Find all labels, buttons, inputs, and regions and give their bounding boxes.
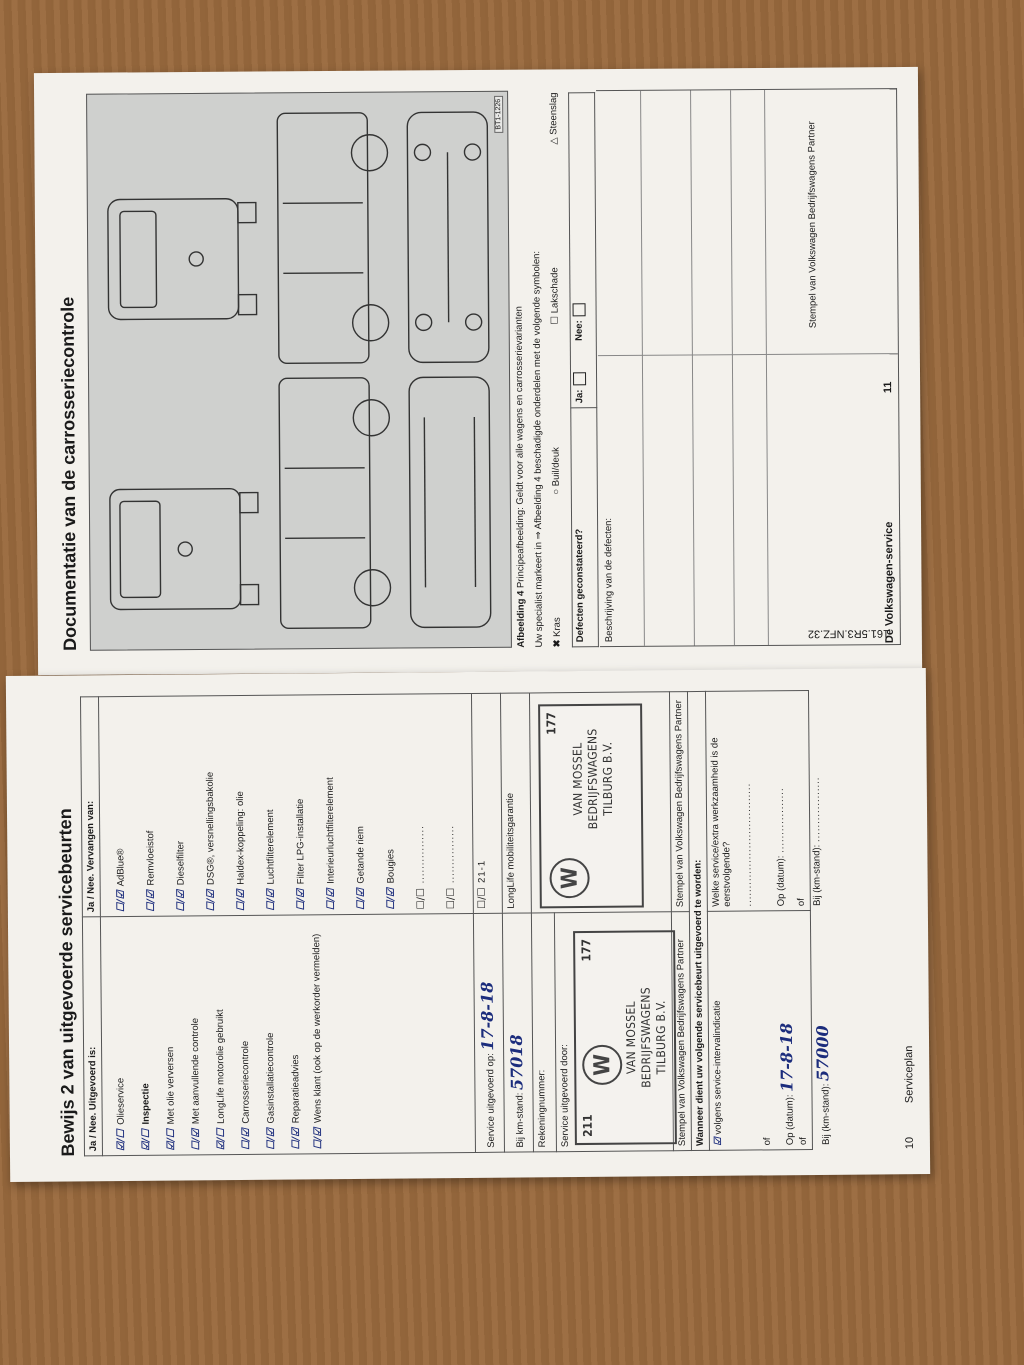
item-olie-verversen[interactable]: ☑/☐ Met olie verversen: [165, 1046, 177, 1151]
vw-logo-icon: W: [549, 858, 589, 898]
item-haldex[interactable]: ☐/☑ Haldex-koppeling: olie: [234, 791, 247, 912]
page-number: 11: [882, 381, 895, 394]
right-stamp-cell: [529, 692, 671, 913]
symbol-lakschade: ☐ Lakschade: [549, 267, 561, 325]
item-carrosseriecontrole[interactable]: ☐/☑ Carrosseriecontrole: [240, 1040, 252, 1150]
item-adblue[interactable]: ☐/☑ AdBlue®: [115, 848, 127, 913]
yes-checkbox[interactable]: [573, 373, 586, 386]
dealer-stamp-right: 177 W VAN MOSSEL BEDRIJFSWAGENS TILBURG B.V.: [538, 703, 644, 908]
invoice-cell: Rekeningnummer:: [531, 913, 556, 1152]
footer-label: De Volkswagen-service: [883, 521, 896, 644]
defects-description-area: [596, 88, 901, 647]
page-number: 10: [903, 1136, 916, 1150]
right-page: [34, 67, 922, 675]
stamp-caption-right: Stempel van Volkswagen Bedrijfswagens Partner: [669, 692, 689, 912]
next-date-handwritten: 17-8-18: [776, 1022, 797, 1092]
vehicle-diagram: [86, 91, 512, 651]
item-longlife-olie[interactable]: ☑/☐ LongLife motorolie gebruikt: [214, 1009, 227, 1151]
stamp-caption: Stempel van Volkswagen Bedrijfswagens Partner: [806, 121, 819, 329]
left-page: [6, 668, 930, 1182]
item-gasinstallatie[interactable]: ☐/☑ Gasinstallatiecontrole: [264, 1032, 277, 1150]
figure-code: BT1-1226: [494, 96, 503, 133]
item-filter-lpg[interactable]: ☐/☑ Filter LPG-installatie: [294, 798, 307, 911]
item-luchtfilter[interactable]: ☐/☑ Luchtfilterelement: [264, 809, 277, 911]
longlife-label-cell: LongLife mobiliteitsgarantie: [500, 693, 531, 913]
item-remvloeistof[interactable]: ☐/☑ Remvloeistof: [145, 830, 157, 912]
replaced-column: [98, 693, 473, 916]
symbol-legend: [548, 92, 563, 647]
vw-logo-icon: W: [582, 1045, 622, 1085]
left-page-content: [16, 673, 920, 1171]
item-reparatieadvies[interactable]: ☐/☑ Reparatieadvies: [290, 1054, 302, 1150]
defects-table: [568, 92, 599, 647]
item-wens-klant[interactable]: ☐/☑ Wens klant (ook op de werkorder vermelden): [311, 933, 324, 1150]
defects-question: Defecten geconstateerd?: [571, 408, 599, 647]
service-table: [80, 690, 833, 1156]
performed-column: [100, 913, 475, 1155]
next-service-right: Welke service/extra werkzaamheid is de eerstvolgende? .................................. Op (datum): .................. of Bij (km-stand): ..................: [705, 691, 810, 912]
defects-yes-no: Ja: Nee:: [569, 93, 597, 408]
item-interieurfilter[interactable]: ☐/☑ Interieurluchtfilterelement: [324, 777, 337, 911]
figure-caption: Afbeelding 4 Principeafbeelding: Geldt voor alle wagens en carrosserievarianten: [513, 306, 527, 648]
dealer-stamp-left: 211 177 W VAN MOSSEL BEDRIJFSWAGENS TILBURG B.V.: [573, 930, 677, 1145]
col2-header: Ja / Nee. Vervangen van:: [80, 697, 100, 917]
page-code: 161.5R3.NFZ.32: [807, 627, 890, 640]
longlife-cell: ☐/☐ 21-1: [471, 693, 502, 913]
service-date-handwritten: 17-8-18: [477, 981, 498, 1051]
page-title: Documentatie van de carrosseriecontrole: [57, 296, 80, 651]
service-date-cell: Service uitgevoerd op: 17-8-18: [473, 913, 504, 1152]
symbol-instruction: Uw specialist markeert in ⇒ Afbeelding 4 beschadigde onderdelen met de volgende symbolen:: [531, 250, 545, 648]
left-stamp-cell: Service uitgevoerd door: 211 177 W VAN MOSSEL BEDRIJFSWAGENS TILBURG B.V.: [554, 912, 673, 1152]
van-right-side-view: [277, 113, 369, 364]
symbol-steenslag: △ Steenslag: [548, 92, 560, 145]
next-km-handwritten: 57000: [812, 1025, 833, 1082]
van-outline-drawings: [87, 92, 511, 650]
next-service-left: ☑ volgens service-intervalindicatie of Op (datum): 17-8-18 of Bij (km-stand): 57000: [707, 911, 812, 1151]
item-dieselfilter[interactable]: ☐/☑ Dieselfilter: [175, 840, 187, 912]
van-left-side-view: [279, 378, 371, 629]
item-aanvullende-controle[interactable]: ☐/☑ Met aanvullende controle: [189, 1017, 202, 1151]
stamp-caption-left: Stempel van Volkswagen Bedrijfswagens Partner: [671, 912, 691, 1151]
footer-label: Serviceplan: [903, 1045, 916, 1104]
van-front-view: [108, 199, 239, 320]
van-roof-view: [409, 377, 491, 628]
longlife-value: 21-1: [476, 859, 488, 883]
symbol-buil: ○ Buil/deuk: [550, 447, 562, 495]
item-getande-riem[interactable]: ☐/☑ Getande riem: [355, 826, 367, 910]
defects-description-label: Beschrijving van de defecten:: [603, 517, 615, 643]
no-checkbox[interactable]: [573, 303, 586, 316]
item-inspectie[interactable]: ☑/☐ Inspectie: [140, 1083, 152, 1151]
van-rear-view: [110, 489, 241, 610]
symbol-kras: ✖ Kras: [551, 617, 563, 648]
item-blank-1[interactable]: ☐/☐ ................: [415, 825, 427, 910]
col1-header: Ja / Nee. Uitgevoerd is:: [82, 917, 102, 1156]
item-dsg-olie[interactable]: ☐/☑ DSG®, versnellingsbakolie: [204, 771, 217, 912]
item-bougies[interactable]: ☐/☑ Bougies: [385, 849, 397, 910]
page-title: Bewijs 2 van uitgevoerde servicebeurten: [54, 808, 79, 1157]
item-blank-2[interactable]: ☐/☐ ................: [445, 824, 457, 910]
item-olieservice[interactable]: ☑/☐ Olieservice: [115, 1077, 127, 1152]
right-page-content: [40, 73, 914, 669]
km-handwritten: 57018: [506, 1034, 527, 1091]
next-service-title: Wanneer dient uw volgende servicebeurt uitgevoerd te worden:: [687, 691, 709, 1150]
km-cell: Bij km-stand: 57018: [502, 913, 533, 1152]
